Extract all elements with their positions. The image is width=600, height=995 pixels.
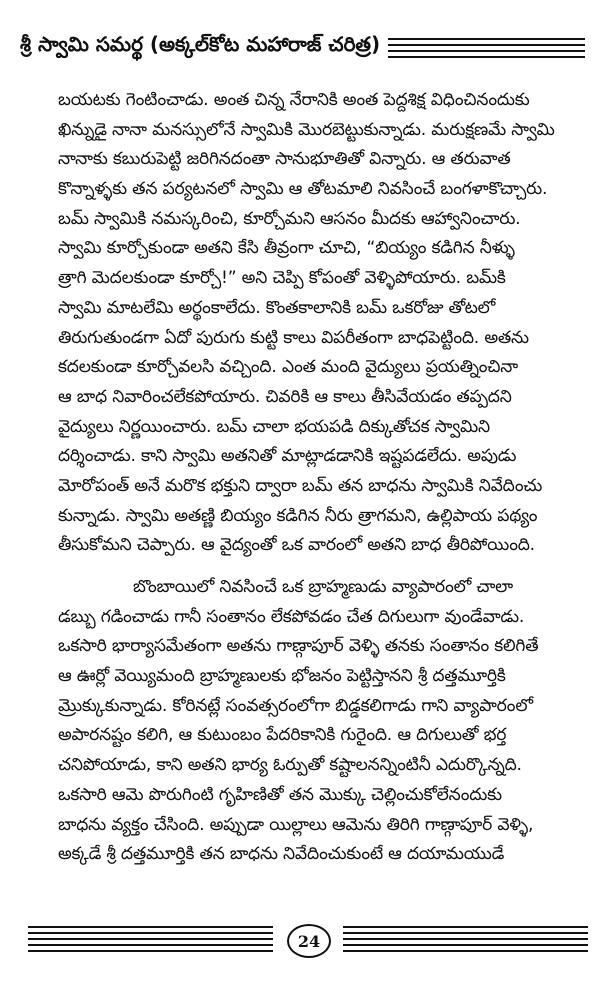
text-line: బొంబాయిలో నివసించే ఒక బ్రాహ్మణుడు వ్యాపారంలో చాలా: [133, 577, 513, 597]
paragraph-1: [58, 86, 590, 561]
text-line: చనిపోయాడు, కాని అతని భార్య ఓర్పుతో కష్టాలనన్నింటినీ ఎదుర్కొన్నది.: [58, 755, 522, 776]
text-line: వైద్యులు నిర్ణయించారు. బమ్ చాలా భయపడి దిక్కుతోచక స్వామిని: [58, 416, 490, 437]
text-line: ఖిన్నుడై నానా మనస్సులోనే స్వామికి మొరబెట్టుకున్నాడు. మరుక్షణమే స్వామి: [58, 119, 555, 140]
text-line: నానాకు కబురుపెట్టి జరిగినదంతా సానుభూతితో విన్నారు. ఆ తరువాత: [58, 149, 511, 170]
text-line: బమ్ స్వామికి నమస్కరించి, కూర్చోమని ఆసనం మీదకు ఆహ్వానించారు.: [58, 208, 521, 229]
text-line: మోరోపంత్ అనే మరొక భక్తుని ద్వారా బమ్ తన బాధను స్వామికి నివేదించు: [58, 475, 543, 496]
page-number-box: [273, 922, 343, 958]
text-line: త్రాగి మెదలకుండా కూర్చో!” అని చెప్పి కోపంతో వెళ్ళిపోయారు. బమ్‌కి: [58, 268, 506, 289]
text-line: అపారనష్టం కలిగి, ఆ కుటుంబం పేదరికానికి గురైంది. ఆ దిగులుతో భర్త: [58, 725, 507, 746]
paragraph-2: [58, 573, 590, 870]
text-line: మ్రొక్కుకున్నాడు. కోరినట్లే సంవత్సరంలోగా బిడ్డకలిగాడు గాని వ్యాపారంలో: [58, 695, 533, 716]
page-body: [58, 86, 590, 870]
text-line: తీసుకోమని చెప్పారు. ఆ వైద్యంతో ఒక వారంలో అతని బాధ తీరిపోయింది.: [58, 535, 535, 556]
text-line: స్వామి కూర్చోకుండా అతని కేసి తీవ్రంగా చూచి, “బియ్యం కడిగిన నీళ్ళు: [58, 238, 515, 259]
text-line: దర్శించాడు. కాని స్వామి అతనితో మాట్లాడడానికి ఇష్టపడలేదు. అపుడు: [58, 446, 517, 467]
text-line: ఆ ఊర్లో వెయ్యిమంది బ్రాహ్మణులకు భోజనం పెట్టిస్తానని శ్రీ దత్తమూర్తికి: [58, 666, 506, 687]
page-number: 24: [287, 924, 331, 958]
page-footer: [28, 922, 588, 962]
text-line: బయటకు గెంటించాడు. అంత చిన్న నేరానికి అంత పెద్దశిక్ష విధించినందుకు: [58, 90, 530, 110]
text-line: బాధను వ్యక్తం చేసింది. అప్పుడా యిల్లాలు ఆమెను తిరిగి గాణ్గాపూర్ వెళ్ళి,: [58, 814, 534, 835]
book-title: శ్రీ స్వామి సమర్థ (అక్కల్‌కోట మహారాజ్ చరిత్ర): [20, 32, 388, 61]
text-line: ఒకసారి భార్యాసమేతంగా అతను గాణ్గాపూర్ వెళ్ళి తనకు సంతానం కలిగితే: [58, 636, 539, 657]
text-line: స్వామి మాటలేమి అర్థంకాలేదు. కొంతకాలానికి బమ్ ఒకరోజు తోటలో: [58, 297, 496, 318]
text-line: డబ్బు గడించాడు గానీ సంతానం లేకపోవడం చేత దిగులుగా వుండేవాడు.: [58, 606, 525, 627]
text-line: కదలకుండా కూర్చోవలసి వచ్చింది. ఎంత మంది వైద్యులు ప్రయత్నించినా: [58, 357, 518, 378]
text-line: కొన్నాళ్ళకు తన పర్యటనలో స్వామి ఆ తోటమాలి నివసించే బంగళాకొచ్చారు.: [58, 179, 548, 200]
text-line: ఆ బాధ నివారించలేకపోయారు. చివరికి ఆ కాలు తీసివేయడం తప్పదని: [58, 386, 512, 407]
text-line: కున్నాడు. స్వామి అతణ్ణి బియ్యం కడిగిన నీరు త్రాగమని, ఉల్లిపాయ పథ్యం: [58, 505, 538, 526]
text-line: ఒకసారి ఆమె పొరుగింటి గృహిణితో తన మొక్కు చెల్లించుకోలేనందుకు: [58, 784, 502, 805]
text-line: అక్కడే శ్రీ దత్తమూర్తికి తన బాధను నివేదించుకుంటే ఆ దయామయుడే: [58, 844, 505, 865]
text-line: తిరుగుతుండగా ఏదో పురుగు కుట్టి కాలు విపరీతంగా బాధపెట్టింది. అతను: [58, 327, 529, 348]
page-header: [20, 28, 585, 68]
